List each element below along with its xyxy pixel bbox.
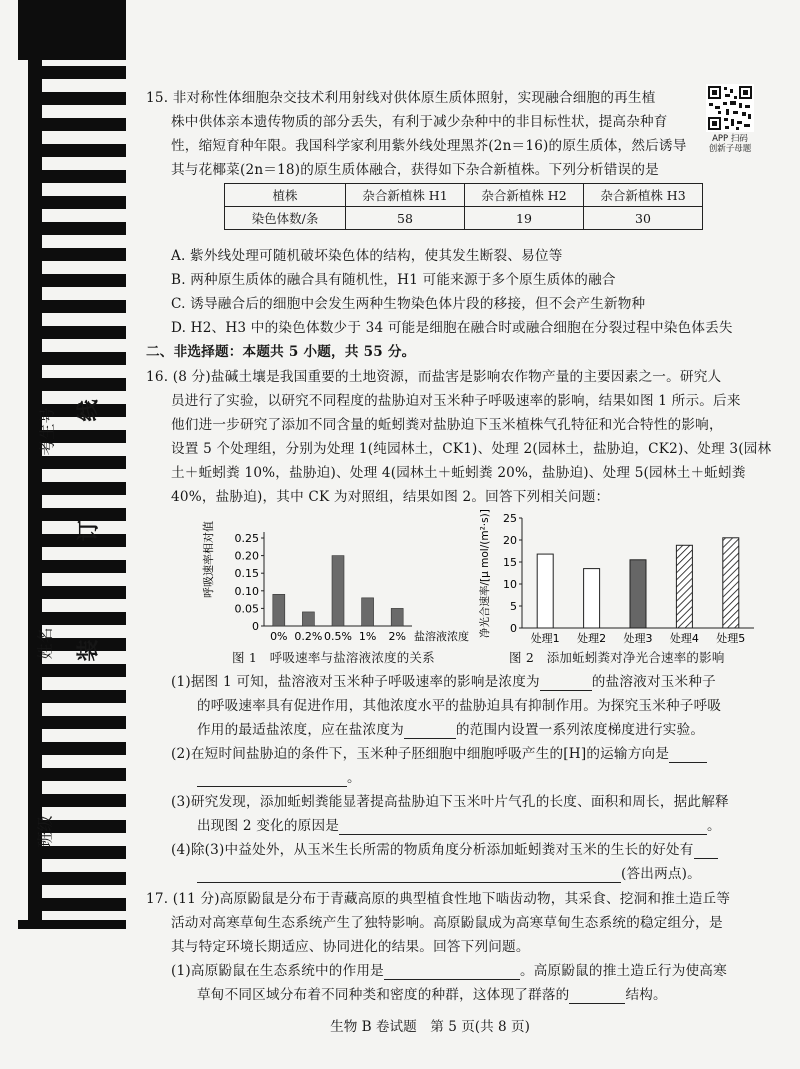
fig1-bar [273, 594, 285, 626]
fig1-category-label: 2% [388, 630, 406, 643]
table-row [225, 207, 703, 230]
answer-blank[interactable] [384, 965, 520, 980]
fig2-bar [723, 538, 739, 628]
fig2-ytick-label: 5 [510, 600, 517, 613]
q15-line-4: 其与花椰菜(2n＝18)的原生质体融合，获得如下杂合新植株。下列分析错误的是 [171, 162, 659, 178]
figure-1-chart [202, 514, 506, 664]
fig1-bar [302, 612, 314, 626]
q16-sub2-text-b: 。 [347, 770, 361, 786]
fig1-title: 图 1 呼吸速率与盐溶液浓度的关系 [232, 650, 435, 665]
table-header: 植株 [225, 184, 346, 207]
q16-sub1-text-d: 作用的最适盐浓度，应在盐浓度为 [197, 722, 404, 738]
table-header: 杂合新植株 H1 [346, 184, 465, 207]
name-label: 姓名 [35, 627, 55, 660]
answer-blank[interactable] [669, 748, 707, 763]
q15-option-b: B. 两种原生质体的融合具有随机性，H1 可能来源于多个原生质体的融合 [171, 272, 616, 288]
cut-line-label: 线 [75, 399, 102, 422]
answer-blank[interactable] [404, 724, 456, 739]
q16-sub3-text-c: 。 [707, 818, 721, 834]
fig1-ytick-label: 0.10 [234, 584, 259, 598]
fig1-ytick-label: 0.15 [234, 567, 259, 581]
q17-sub1-line-1 [171, 962, 727, 980]
fig2-bar [584, 569, 600, 628]
q16-line-3: 他们进一步研究了添加不同含量的蚯蚓粪对盐胁迫下玉米植株气孔特征和光合特性的影响， [171, 417, 723, 433]
page-footer: 生物 B 卷试题 第 5 页(共 8 页) [330, 1019, 530, 1035]
q16-sub1-line-3 [197, 721, 704, 739]
q15-option-d: D. H2、H3 中的染色体数少于 34 可能是细胞在融合时或融合细胞在分裂过程中染色体丢失 [171, 320, 733, 336]
fig2-category-label: 处理2 [577, 632, 607, 645]
answer-blank[interactable] [569, 989, 625, 1004]
q17-sub1-line-2 [197, 986, 667, 1004]
q16-sub1-line-1 [171, 673, 716, 691]
fig1-bar [391, 608, 403, 626]
answer-blank[interactable] [694, 844, 718, 859]
chromosome-table [224, 183, 703, 230]
fig2-category-label: 处理1 [530, 632, 560, 645]
exam-id-label: 考生号 [37, 407, 57, 456]
q16-line-5: 土＋蚯蚓粪 10%，盐胁迫)、处理 4(园林土＋蚯蚓粪 20%，盐胁迫)、处理 5(园林土＋蚯蚓粪 [171, 465, 746, 481]
q16-sub2-line-2 [197, 769, 361, 787]
q16-line-6: 40%，盐胁迫)，其中 CK 为对照组，结果如图 2。回答下列相关问题： [171, 489, 610, 505]
q16-sub4-text-b: (答出两点)。 [621, 866, 701, 882]
fig2-ytick-label: 20 [503, 534, 517, 547]
answer-blank[interactable] [197, 772, 347, 787]
table-header-row [225, 184, 703, 207]
fig2-ytick-label: 25 [503, 512, 517, 525]
fig1-category-label: 0.5% [324, 630, 352, 643]
fig2-ytick-label: 10 [503, 578, 517, 591]
fig1-bar [332, 556, 344, 626]
q16-line-4: 设置 5 个处理组，分别为处理 1(纯园林土，CK1)、处理 2(园林土，盐胁迫，CK2)、处理 3(园林 [171, 441, 772, 457]
q16-sub1-text-a: (1)据图 1 可知，盐溶液对玉米种子呼吸速率的影响是浓度为 [171, 674, 540, 690]
fig1-ytick-label: 0 [252, 620, 259, 633]
q17-line-1: 17. (11 分)高原鼢鼠是分布于青藏高原的典型植食性地下啮齿动物，其采食、挖洞和推土造丘等 [146, 891, 731, 907]
binding-stripes [0, 0, 140, 1065]
fig1-ytick-label: 0.25 [234, 532, 259, 545]
figure-2-chart [470, 510, 770, 664]
binding-margin [0, 0, 140, 1065]
fig2-bar [676, 545, 692, 628]
binding-zhuang-label: 装 [75, 639, 102, 662]
class-label: 班级 [35, 815, 55, 848]
q16-sub1-text-b: 的盐溶液对玉米种子 [591, 674, 716, 690]
qr-caption [704, 134, 756, 154]
fig2-category-label: 处理3 [623, 632, 653, 645]
q15-option-c: C. 诱导融合后的细胞中会发生两种生物染色体片段的移接，但不会产生新物种 [171, 296, 646, 312]
fig2-category-label: 处理5 [716, 632, 746, 645]
answer-blank[interactable] [339, 820, 707, 835]
qr-code[interactable] [706, 84, 754, 132]
qr-caption-1: APP 扫码 [712, 134, 748, 144]
section-2-title: 二、非选择题：本题共 5 小题，共 55 分。 [146, 344, 416, 360]
table-cell: 30 [584, 207, 703, 230]
q16-sub4-text-a: (4)除(3)中益处外，从玉米生长所需的物质角度分析添加蚯蚓粪对玉米的生长的好处有 [171, 842, 694, 858]
q16-sub1-text-e: 的范围内设置一系列浓度梯度进行实验。 [455, 722, 705, 738]
q16-sub4-line-1 [171, 841, 718, 859]
q16-line-1: 16. (8 分)盐碱土壤是我国重要的土地资源，而盐害是影响农作物产量的主要因素之一。研究人 [146, 369, 722, 385]
fig2-bar [537, 554, 553, 628]
q15-line-1: 15. 非对称性体细胞杂交技术利用射线对供体原生质体照射，实现融合细胞的再生植 [146, 90, 656, 106]
q15-option-a: A. 紫外线处理可随机破坏染色体的结构，使其发生断裂、易位等 [171, 248, 563, 264]
fig1-xlabel: 盐溶液浓度 [414, 630, 469, 643]
fig1-ylabel: 呼吸速率相对值 [202, 521, 215, 598]
fig2-bar [630, 560, 646, 628]
fig1-ytick-label: 0.05 [234, 602, 259, 616]
q17-line-3: 其与特定环境长期适应、协同进化的结果。回答下列问题。 [171, 939, 530, 955]
fig2-ytick-label: 15 [503, 556, 517, 569]
binding-ding-label: 订 [75, 519, 102, 542]
table-cell: 19 [465, 207, 584, 230]
qr-caption-2: 创新子母题 [708, 144, 752, 154]
fig1-category-label: 1% [358, 630, 377, 643]
answer-blank[interactable] [197, 868, 621, 883]
q16-line-2: 员进行了实验，以研究不同程度的盐胁迫对玉米种子呼吸速率的影响，结果如图 1 所示。后来 [171, 393, 741, 409]
fig1-ytick-label: 0.20 [234, 549, 259, 563]
fig2-category-label: 处理4 [669, 632, 699, 645]
q17-sub1-text-d: 结构。 [625, 987, 667, 1003]
q16-sub2-line-1 [171, 745, 707, 763]
q17-sub1-text-a: (1)高原鼢鼠在生态系统中的作用是 [171, 963, 384, 979]
q17-line-2: 活动对高寒草甸生态系统产生了独特影响。高原鼢鼠成为高寒草甸生态系统的稳定组分，是 [171, 915, 723, 931]
table-cell: 染色体数/条 [225, 207, 346, 230]
fig1-bar [362, 598, 374, 626]
table-header: 杂合新植株 H3 [584, 184, 703, 207]
q16-sub3-line-2 [197, 817, 721, 835]
fig2-ytick-label: 0 [510, 622, 517, 635]
fig1-category-label: 0% [270, 630, 288, 643]
q16-sub3-line-1: (3)研究发现，添加蚯蚓粪能显著提高盐胁迫下玉米叶片气孔的长度、面积和周长，据此解释 [171, 794, 729, 810]
q16-sub3-text-b: 出现图 2 变化的原因是 [197, 818, 340, 834]
q17-sub1-text-c: 草甸不同区域分布着不同种类和密度的种群，这体现了群落的 [197, 987, 570, 1003]
fig2-title: 图 2 添加蚯蚓粪对净光合速率的影响 [509, 650, 725, 665]
q17-sub1-text-b: 。高原鼢鼠的推土造丘行为使高寒 [519, 963, 727, 979]
q15-line-2: 株中供体亲本遗传物质的部分丢失，有利于减少杂种中的非目标性状，提高杂种育 [171, 114, 668, 130]
table-header: 杂合新植株 H2 [465, 184, 584, 207]
answer-blank[interactable] [540, 676, 592, 691]
table-cell: 58 [346, 207, 465, 230]
q16-sub1-line-2: 的呼吸速率具有促进作用，其他浓度水平的盐胁迫具有抑制作用。为探究玉米种子呼吸 [197, 698, 722, 714]
q16-sub2-text-a: (2)在短时间盐胁迫的条件下，玉米种子胚细胞中细胞呼吸产生的[H]的运输方向是 [171, 746, 670, 762]
q15-line-3: 性，缩短育种年限。我国科学家利用紫外线处理黑芥(2n＝16)的原生质体，然后诱导 [171, 138, 687, 154]
fig2-ylabel: 净光合速率/[μ mol/(m²·s)] [479, 509, 491, 638]
fig1-category-label: 0.2% [294, 630, 323, 643]
q16-sub4-line-2 [197, 865, 701, 883]
